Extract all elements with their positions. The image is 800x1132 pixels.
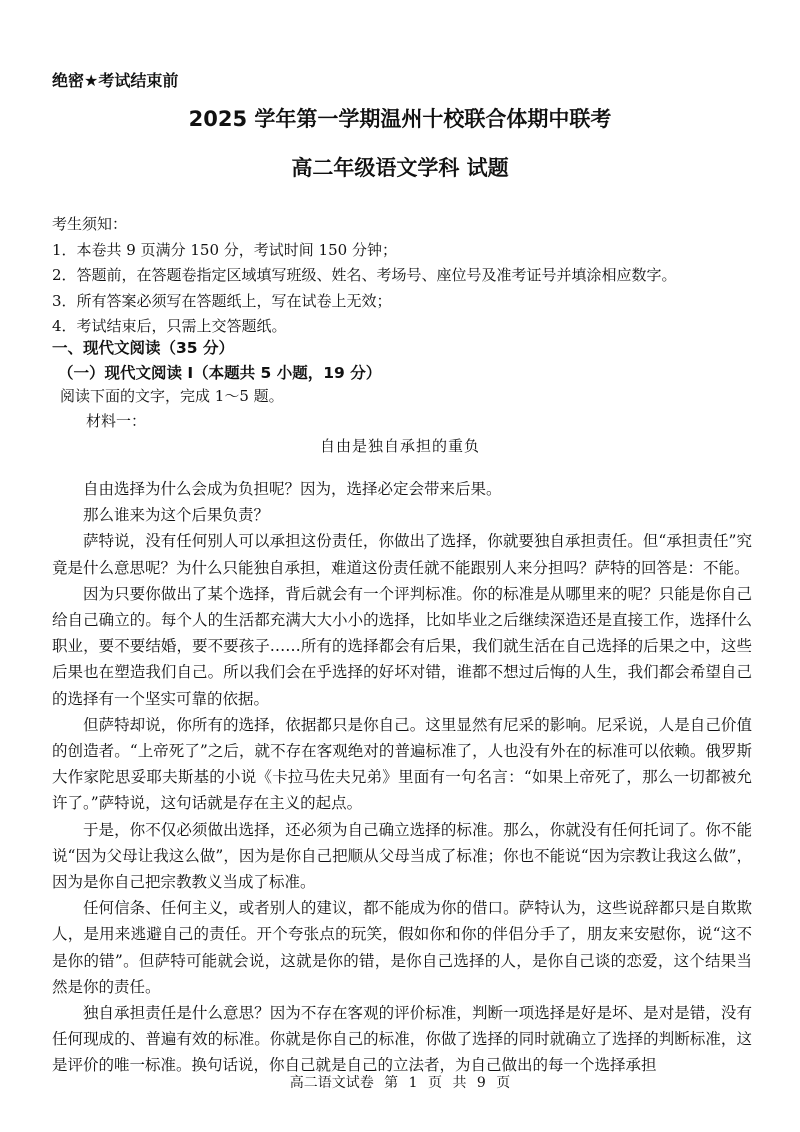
article-paragraph: 任何信条、任何主义，或者别人的建议，都不能成为你的借口。萨特认为，这些说辞都只是自欺欺人，是用来逃避自己的责任。开个夸张点的玩笑，假如你和你的伴侣分手了，朋友来安慰你，说“这不是你的错”。但萨特可能就会说，这就是你的错，是你自己选择的人，是你自己谈的恋爱，这个结果当然是你的责任。 xyxy=(52,899,752,996)
article-paragraph: 自由选择为什么会成为负担呢？因为，选择必定会带来后果。 xyxy=(83,480,502,498)
article-paragraph: 于是，你不仅必须做出选择，还必须为自己确立选择的标准。那么，你就没有任何托词了。你不能说“因为父母让我这么做”，因为是你自己把顺从父母当成了标准；你也不能说“因为宗教让我这么做”，因为是你自己把宗教教义当成了标准。 xyxy=(52,820,752,892)
material-label: 材料一： xyxy=(86,412,147,430)
article-title: 自由是独自承担的重负 xyxy=(319,437,480,455)
page-footer: 高二语文试卷 第 1 页 共 9 页 xyxy=(289,1075,511,1091)
notice-item: 4．考试结束后，只需上交答题纸。 xyxy=(52,317,287,335)
notice-item: 2．答题前，在答题卷指定区域填写班级、姓名、考场号、座位号及准考证号并填涂相应数字。 xyxy=(52,266,677,284)
notice-item: 3．所有答案必须写在答题纸上，写在试卷上无效； xyxy=(52,291,392,310)
article-paragraph: 但萨特却说，你所有的选择，依据都只是你自己。这里显然有尼采的影响。尼采说，人是自己价值的创造者。“上帝死了”之后，就不存在客观绝对的普遍标准了，人也没有外在的标准可以依赖。俄罗斯大作家陀思妥耶夫斯基的小说《卡拉马佐夫兄弟》里面有一句名言：“如果上帝死了，那么一切都被允许了。”萨特说，这句话就是存在主义的起点。 xyxy=(52,715,752,813)
exam-subtitle: 高二年级语文学科 试题 xyxy=(291,156,509,180)
article-body xyxy=(52,476,752,1079)
candidate-notice xyxy=(52,212,677,340)
exam-title: 2025 学年第一学期温州十校联合体期中联考 xyxy=(188,107,612,131)
reading-instruction: 阅读下面的文字，完成 1～5 题。 xyxy=(60,387,284,405)
article-paragraph: 独自承担责任是什么意思？因为不存在客观的评价标准，判断一项选择是好是坏、是对是错，没有任何现成的、普遍有效的标准。你就是你自己的标准，你做了选择的同时就确立了选择的判断标准，这是评价的唯一标准。换句话说，你自己就是自己的立法者，为自己做出的每一个选择承担 xyxy=(52,1004,752,1075)
notice-heading: 考生须知： xyxy=(52,215,128,233)
article-paragraph: 那么谁来为这个后果负责？ xyxy=(83,506,270,525)
article-paragraph: 萨特说，没有任何别人可以承担这份责任，你做出了选择，你就要独自承担责任。但“承担责任”究竟是什么意思呢？为什么只能独自承担，难道这份责任就不能跟别人来分担吗？萨特的回答是：不能。 xyxy=(52,532,752,577)
section-heading: 一、现代文阅读（35 分） xyxy=(52,339,234,357)
article-paragraph: 因为只要你做出了某个选择，背后就会有一个评判标准。你的标准是从哪里来的呢？只能是你自己给自己确立的。每个人的生活都充满大大小小的选择，比如毕业之后继续深造还是直接工作，选择什么职业，要不要结婚，要不要孩子……所有的选择都会有后果，我们就生活在自己选择的后果之中，这些后果也在塑造我们自己。所以我们会在乎选择的好坏对错，谁都不想过后悔的人生，我们都会希望自己的选择有一个坚实可靠的依据。 xyxy=(52,584,752,708)
subsection-heading: （一）现代文阅读 I（本题共 5 小题，19 分） xyxy=(58,364,382,382)
notice-item: 1．本卷共 9 页满分 150 分，考试时间 150 分钟； xyxy=(52,240,397,259)
confidential-label: 绝密★考试结束前 xyxy=(52,71,179,90)
